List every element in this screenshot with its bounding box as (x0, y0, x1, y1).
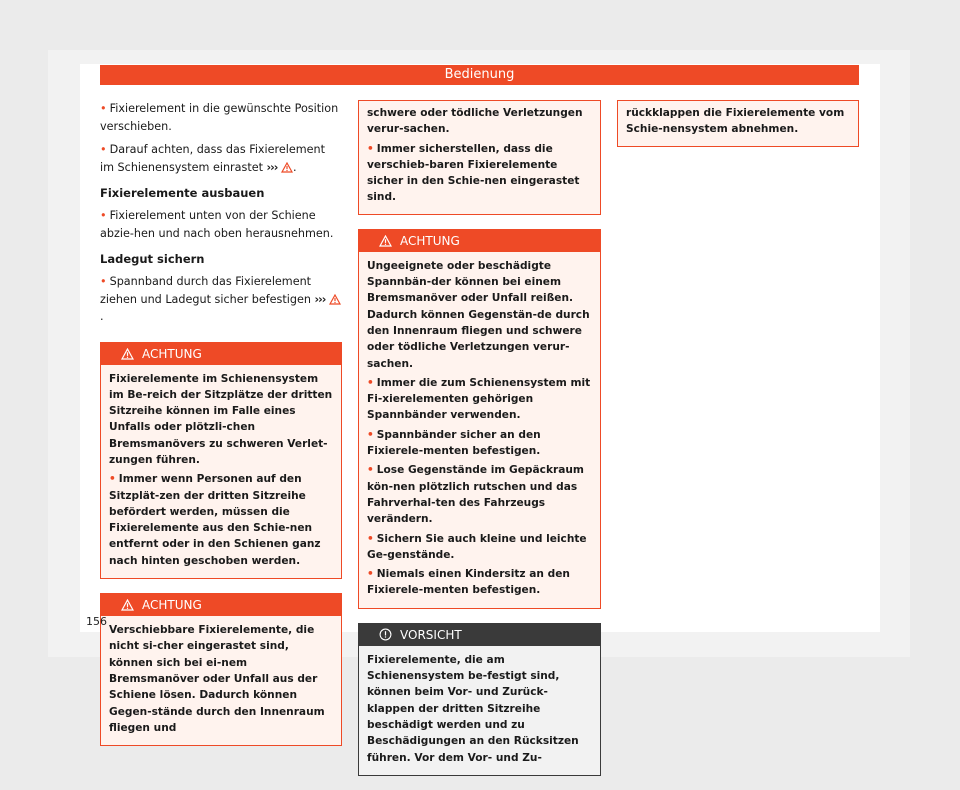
warning-text: Ungeeignete oder beschädigte Spannbän-der können bei einem Bremsmanöver oder Unfall reißen. Dadurch können Gegenstän-de durch den Innenraum fliegen und schwere oder tödliche Verletzungen verur-sachen. (367, 259, 590, 370)
warning-bullet-text: Sichern Sie auch kleine und leichte Ge-genstände. (367, 532, 587, 561)
bullet-icon: • (367, 568, 374, 581)
warning-triangle-icon (329, 294, 341, 305)
warning-triangle-icon (121, 599, 134, 611)
section-header: Bedienung (100, 65, 859, 85)
warning-triangle-icon (121, 348, 134, 360)
bullet-icon: • (100, 143, 107, 156)
bullet-icon: • (367, 142, 374, 155)
caution-box (358, 623, 601, 776)
warning-body (359, 252, 600, 608)
bullet-icon: • (367, 532, 374, 545)
exclamation-circle-icon (379, 628, 392, 641)
warning-header (101, 343, 341, 365)
warning-bullet-text: Spannbänder sicher an den Fixierele-menten befestigen. (367, 428, 541, 458)
warning-bullet (367, 462, 592, 527)
warning-title: ACHTUNG (142, 598, 202, 613)
paragraph: • Darauf achten, dass das Fixierelement im Schienensystem einrastet ››› . (100, 143, 326, 174)
bullet-icon: • (100, 209, 107, 222)
cross-reference-link[interactable]: ››› (314, 292, 326, 306)
warning-body (101, 616, 341, 745)
warning-bullet-text: Niemals einen Kindersitz an den Fixierele-menten befestigen. (367, 568, 570, 597)
warning-header (359, 230, 600, 252)
bullet-icon: • (100, 275, 107, 288)
warning-box (100, 342, 342, 580)
warning-header (101, 594, 341, 616)
warning-body (359, 101, 600, 214)
heading-remove: Fixierelemente ausbauen (100, 186, 265, 200)
caution-continuation-box (617, 100, 859, 147)
warning-box (358, 229, 601, 609)
paragraph-text: Fixierelement in die gewünschte Position verschieben. (100, 102, 339, 133)
caution-body (359, 646, 600, 775)
warning-triangle-icon (281, 162, 293, 173)
cross-reference-link[interactable]: ››› (266, 160, 278, 174)
warning-bullet (367, 427, 592, 460)
warning-triangle-icon (379, 235, 392, 247)
warning-box (100, 593, 342, 746)
warning-text: Fixierelemente im Schienensystem im Be-reich der Sitzplätze der dritten Sitzreihe können im Falle eines Unfalls oder plötzli-chen Bremsmanövers zu schweren Verlet-zungen führen. (109, 372, 333, 466)
warning-text: Verschiebbare Fixierelemente, die nicht si-cher eingerastet sind, können sich bei ei-nem Bremsmanöver oder Unfall aus der Schiene lösen. Dadurch können Gegen-stände durch den Innenraum fliegen und (109, 624, 325, 734)
warning-title: ACHTUNG (400, 233, 460, 248)
warning-bullet-text: Immer die zum Schienensystem mit Fi-xierelementen gehörigen Spannbänder verwenden. (367, 376, 591, 422)
bullet-icon: • (367, 376, 374, 389)
bullet-icon: • (109, 473, 116, 486)
warning-text: schwere oder tödliche Verletzungen verur-sachen. (367, 107, 583, 136)
warning-bullet (367, 141, 592, 206)
column-1 (100, 100, 342, 760)
warning-title: ACHTUNG (142, 346, 202, 361)
warning-bullet (109, 471, 333, 569)
paragraph (100, 100, 342, 135)
bullet-icon: • (100, 102, 107, 115)
heading-secure: Ladegut sichern (100, 252, 205, 266)
warning-bullet-text: Immer wenn Personen auf den Sitzplät-zen der dritten Sitzreihe befördert werden, müssen die Fixierelemente aus den Schie-nen entfernt oder in den Schienen ganz nach hinten geschoben werden. (109, 473, 321, 567)
caution-text: Fixierelemente, die am Schienensystem be-festigt sind, können beim Vor- und Zurück-klappen der dritten Sitzreihe beschädigt werden und zu Beschädigungen an den Rücksitzen führen. Vor dem Vor- und Zu- (367, 653, 579, 764)
warning-continuation-box (358, 100, 601, 215)
warning-bullet (367, 375, 592, 424)
warning-bullet (367, 566, 592, 599)
warning-bullet (367, 531, 592, 564)
column-2 (358, 100, 601, 790)
warning-bullet-text: Lose Gegenstände im Gepäckraum kön-nen plötzlich rutschen und das Fahrverhal-ten des Fahrzeugs verändern. (367, 464, 584, 526)
warning-bullet-text: Immer sicherstellen, dass die verschieb-baren Fixierelemente sicher in den Schie-nen eingerastet sind. (367, 142, 580, 204)
bullet-icon: • (367, 464, 374, 477)
paragraph: • Spannband durch das Fixierelement ziehen und Ladegut sicher befestigen ››› . (100, 273, 342, 326)
caution-header (359, 624, 600, 646)
caution-title: VORSICHT (400, 627, 462, 642)
paragraph-text: Spannband durch das Fixierelement ziehen und Ladegut sicher befestigen (100, 275, 312, 306)
paragraph-text: Darauf achten, dass das Fixierelement im Schienensystem einrastet (100, 143, 326, 174)
paragraph-text: Fixierelement unten von der Schiene abzie-hen und nach oben herausnehmen. (100, 209, 334, 240)
caution-body (618, 101, 858, 146)
page-number: 156 (86, 615, 107, 628)
warning-body (101, 365, 341, 579)
caution-text: rückklappen die Fixierelemente vom Schie-nensystem abnehmen. (626, 107, 845, 136)
bullet-icon: • (367, 428, 374, 441)
column-3 (617, 100, 859, 161)
paragraph (100, 207, 342, 242)
